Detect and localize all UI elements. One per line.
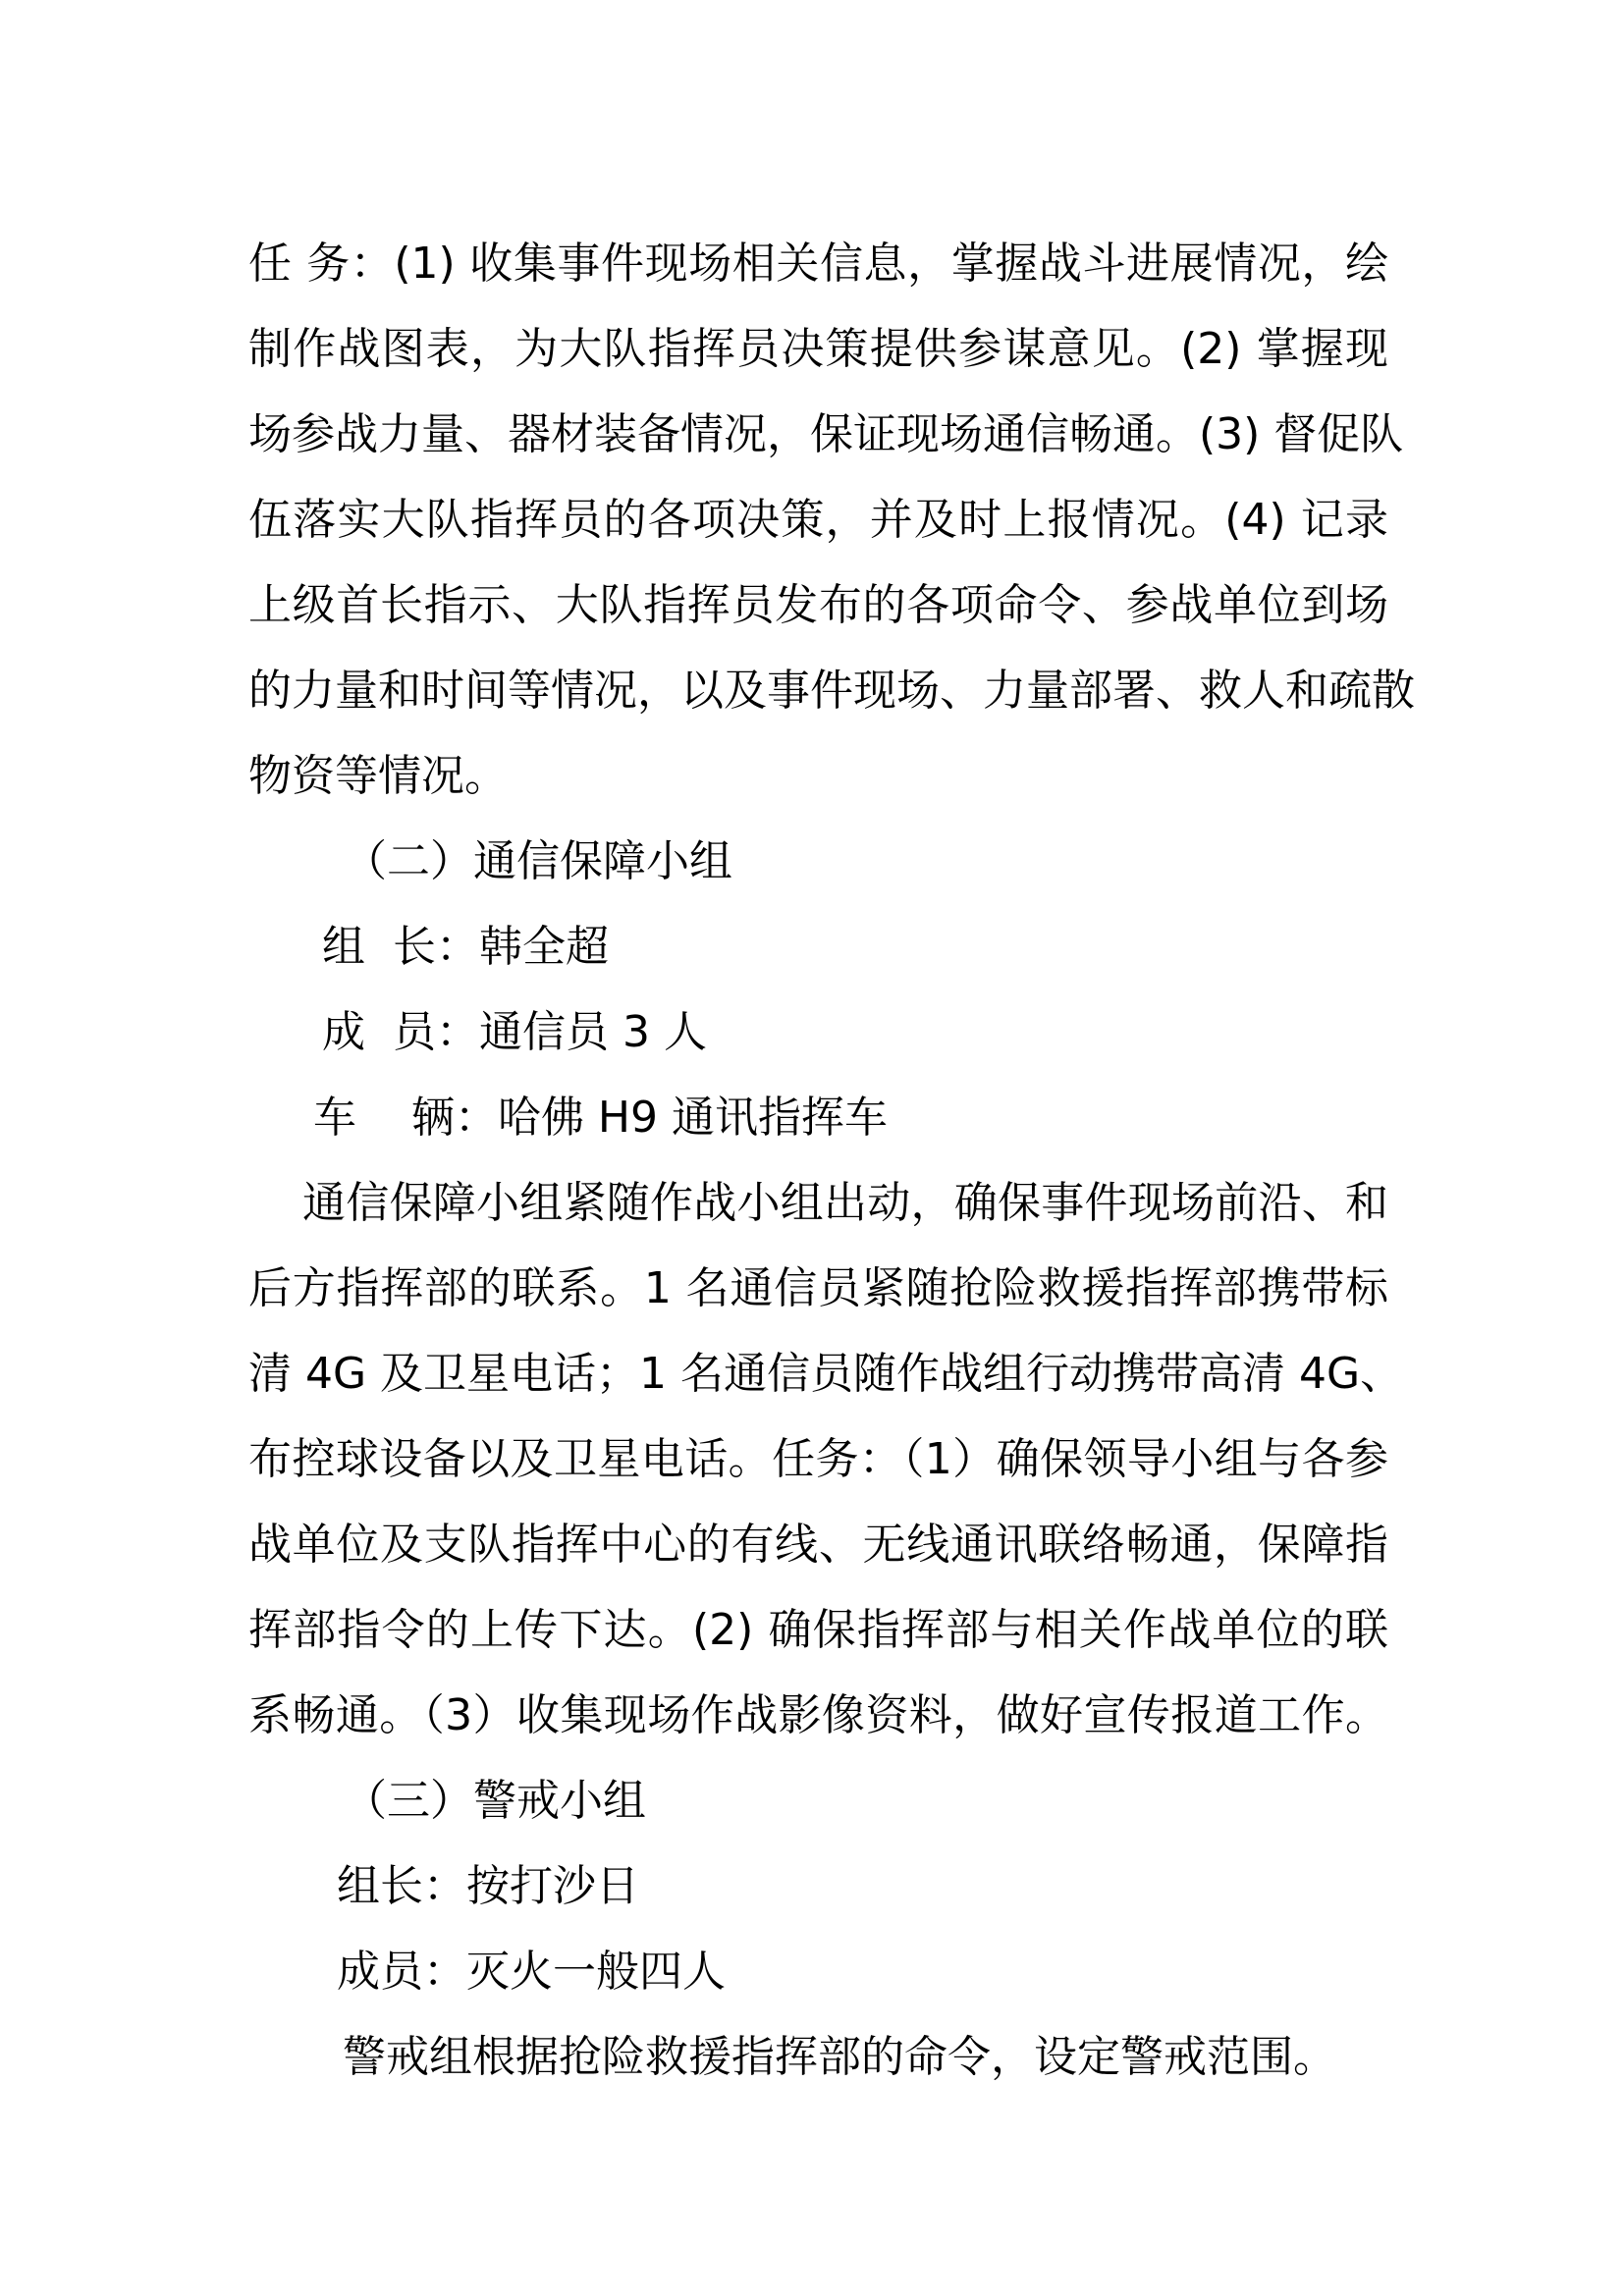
- leader-line: 组 长：韩全超: [322, 922, 609, 972]
- paragraph-line: 物资等情况。: [248, 751, 508, 801]
- paragraph-line: 清 4G 及卫星电话；1 名通信员随作战组行动携带高清 4G、: [248, 1349, 1404, 1399]
- paragraph-line: 后方指挥部的联系。1 名通信员紧随抢险救援指挥部携带标: [248, 1263, 1388, 1313]
- paragraph-line: 上级首长指示、大队指挥员发布的各项命令、参战单位到场: [248, 580, 1388, 630]
- paragraph-line: 通信保障小组紧随作战小组出动，确保事件现场前沿、和: [302, 1178, 1388, 1228]
- members-line: 成 员：通信员 3 人: [322, 1007, 707, 1057]
- paragraph-line: 布控球设备以及卫星电话。任务：（1）确保领导小组与各参: [248, 1434, 1388, 1484]
- section-heading: （三）警戒小组: [344, 1776, 646, 1826]
- section-heading: （二）通信保障小组: [344, 836, 732, 886]
- paragraph-line: 制作战图表，为大队指挥员决策提供参谋意见。(2) 掌握现: [248, 324, 1388, 374]
- paragraph-line: 战单位及支队指挥中心的有线、无线通讯联络畅通，保障指: [248, 1520, 1388, 1570]
- paragraph-line: 警戒组根据抢险救援指挥部的命令，设定警戒范围。: [343, 2032, 1336, 2082]
- leader-line: 组长：按打沙日: [337, 1861, 639, 1911]
- paragraph-line: 任 务：(1) 收集事件现场相关信息，掌握战斗进展情况，绘: [248, 239, 1388, 289]
- paragraph-line: 场参战力量、器材装备情况，保证现场通信畅通。(3) 督促队: [248, 409, 1404, 459]
- paragraph-line: 挥部指令的上传下达。(2) 确保指挥部与相关作战单位的联: [248, 1605, 1388, 1655]
- vehicle-line: 车 辆：哈佛 H9 通讯指挥车: [313, 1093, 888, 1143]
- paragraph-line: 伍落实大队指挥员的各项决策，并及时上报情况。(4) 记录: [248, 495, 1388, 545]
- paragraph-line: 的力量和时间等情况，以及事件现场、力量部署、救人和疏散: [248, 666, 1415, 716]
- paragraph-line: 系畅通。（3）收集现场作战影像资料，做好宣传报道工作。: [248, 1690, 1388, 1740]
- members-line: 成员：灭火一般四人: [337, 1947, 726, 1997]
